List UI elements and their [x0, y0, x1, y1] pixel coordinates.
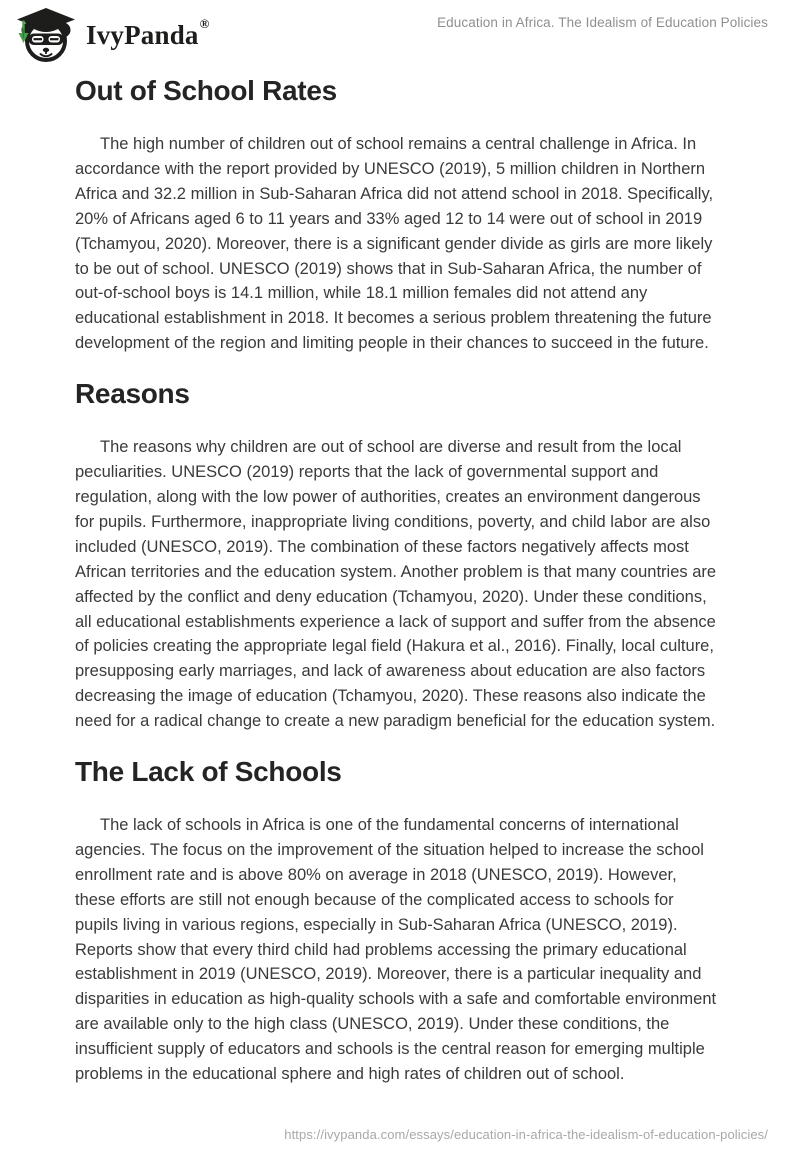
page-footer — [0, 1126, 768, 1144]
brand-name — [86, 16, 210, 50]
section-paragraph: The lack of schools in Africa is one of the fundamental concerns of international agencies. The focus on the improvement of the situation helped to increase the school enrollment rate and is above 80% on average in 2018 (UNESCO, 2019). However, these efforts are still not enough because of the complicated access to schools for pupils living in various regions, especially in Sub-Saharan Africa (UNESCO, 2019). Reports show that every third child had problems accessing the primary educational establishment in 2019 (UNESCO, 2019). Moreover, there is a particular inequality and disparities in education as high-quality schools with a safe and comfortable environment are available only to the high class (UNESCO, 2019). Under these conditions, the insufficient supply of educators and schools is the central reason for emerging multiple problems in the educational sphere and high rates of children out of school. — [75, 816, 717, 1084]
source-url: https://ivypanda.com/essays/education-in-africa-the-idealism-of-education-policies/ — [284, 1127, 768, 1142]
section-heading: Out of School Rates — [75, 75, 337, 106]
brand — [14, 7, 208, 63]
section-out-of-school-rates — [75, 74, 720, 356]
registered-trademark-symbol: ® — [199, 16, 210, 32]
section-lack-of-schools — [75, 755, 720, 1087]
essay-content — [75, 74, 720, 1108]
section-paragraph: The high number of children out of school remains a central challenge in Africa. In accordance with the report provided by UNESCO (2019), 5 million children in Northern Africa and 32.2 million in Sub-Saharan Africa did not attend school in 2018. Specifically, 20% of Africans aged 6 to 11 years and 33% aged 12 to 14 were out of school in 2019 (Tchamyou, 2020). Moreover, there is a significant gender divide as girls are more likely to be out of school. UNESCO (2019) shows that in Sub-Saharan Africa, the number of out-of-school boys is 14.1 million, while 18.1 million females did not attend any educational establishment in 2018. It becomes a serious problem threatening the future development of the region and limiting people in their chances to succeed in the future. — [75, 135, 714, 353]
panda-graduation-cap-icon — [14, 7, 78, 63]
section-reasons — [75, 377, 720, 734]
page-header — [0, 0, 800, 68]
section-heading: The Lack of Schools — [75, 756, 342, 788]
section-paragraph: The reasons why children are out of school are diverse and result from the local peculiarities. UNESCO (2019) reports that the lack of governmental support and regulation, along with the low power of authorities, creates an environment dangerous for pupils. Furthermore, inappropriate living conditions, poverty, and child labor are also included (UNESCO, 2019). The combination of these factors negatively affects most African territories and the education system. Another problem is that many countries are affected by the conflict and deny education (Tchamyou, 2020). Under these conditions, all educational establishments experience a lack of support and suffer from the absence of policies creating the appropriate legal field (Hakura et al., 2016). Finally, local culture, presupposing early marriages, and lack of awareness about education are also factors decreasing the image of education (Tchamyou, 2020). These reasons also indicate the need for a radical change to create a new paradigm beneficial for the education system. — [75, 438, 717, 731]
section-heading: Reasons — [75, 378, 190, 410]
brand-wordmark: IvyPanda — [86, 19, 199, 50]
document-title: Education in Africa. The Idealism of Education Policies — [437, 15, 768, 30]
